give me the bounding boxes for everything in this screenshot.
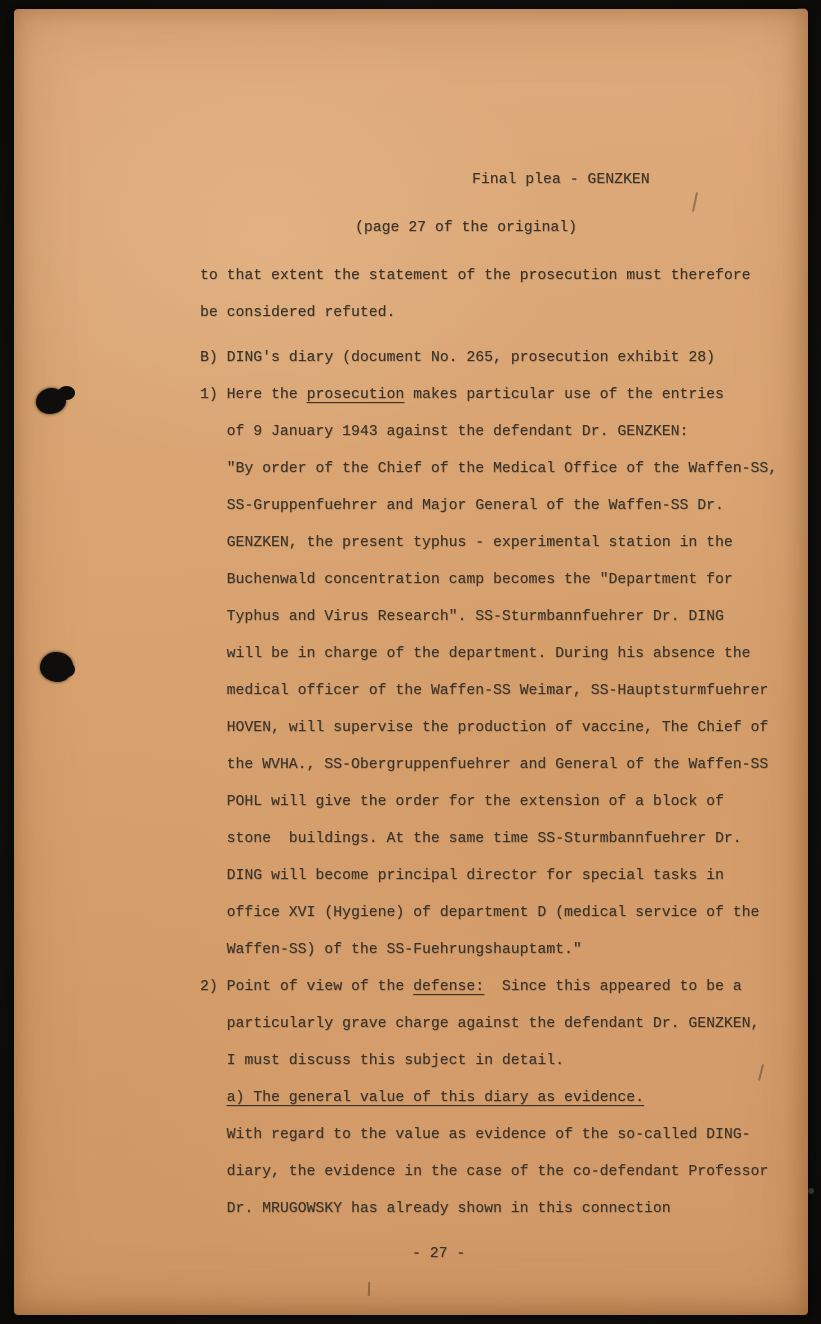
text-line: Typhus and Virus Research". SS-Sturmbannfuehrer Dr. DING xyxy=(226,609,724,625)
text-line: of 9 January 1943 against the defendant Dr. GENZKEN: xyxy=(226,424,689,440)
text-line: With regard to the value as evidence of the so-called DING- xyxy=(226,1127,751,1143)
text-line: to that extent the statement of the prosecution must therefore xyxy=(200,268,751,284)
document-title: Final plea - GENZKEN xyxy=(472,172,650,188)
document-content xyxy=(14,9,808,1315)
text-line: Waffen-SS) of the SS-Fuehrungshauptamt." xyxy=(226,942,582,958)
text-line: 1) Here the prosecution makes particular use of the entries xyxy=(200,387,724,403)
text-line: Buchenwald concentration camp becomes the "Department for xyxy=(226,572,733,588)
page-number: - 27 - xyxy=(412,1246,466,1262)
text-line: 2) Point of view of the defense: Since this appeared to be a xyxy=(200,979,742,995)
text-line: SS-Gruppenfuehrer and Major General of the Waffen-SS Dr. xyxy=(226,498,724,514)
text-line: Dr. MRUGOWSKY has already shown in this connection xyxy=(226,1201,671,1217)
text-line: stone buildings. At the same time SS-Sturmbannfuehrer Dr. xyxy=(226,831,742,847)
body-lines xyxy=(200,258,790,1228)
document-page xyxy=(14,9,808,1315)
text-line: particularly grave charge against the defendant Dr. GENZKEN, xyxy=(226,1016,760,1032)
scan-artifact xyxy=(808,1188,814,1194)
text-line: "By order of the Chief of the Medical Office of the Waffen-SS, xyxy=(226,461,778,477)
text-line: I must discuss this subject in detail. xyxy=(226,1053,565,1069)
text-line: POHL will give the order for the extension of a block of xyxy=(226,794,724,810)
text-line: DING will become principal director for special tasks in xyxy=(226,868,724,884)
text-line: medical officer of the Waffen-SS Weimar, SS-Hauptsturmfuehrer xyxy=(226,683,769,699)
page-reference: (page 27 of the original) xyxy=(355,220,577,236)
text-line: diary, the evidence in the case of the co-defendant Professor xyxy=(226,1164,769,1180)
text-line: office XVI (Hygiene) of department D (medical service of the xyxy=(226,905,760,921)
text-line: a) The general value of this diary as evidence. xyxy=(226,1090,644,1106)
text-line: will be in charge of the department. During his absence the xyxy=(226,646,751,662)
text-line: GENZKEN, the present typhus - experimental station in the xyxy=(226,535,733,551)
text-line: B) DING's diary (document No. 265, prosecution exhibit 28) xyxy=(200,350,716,366)
text-line: HOVEN, will supervise the production of vaccine, The Chief of xyxy=(226,720,769,736)
text-line: be considered refuted. xyxy=(200,305,396,321)
text-line: the WVHA., SS-Obergruppenfuehrer and General of the Waffen-SS xyxy=(226,757,769,773)
